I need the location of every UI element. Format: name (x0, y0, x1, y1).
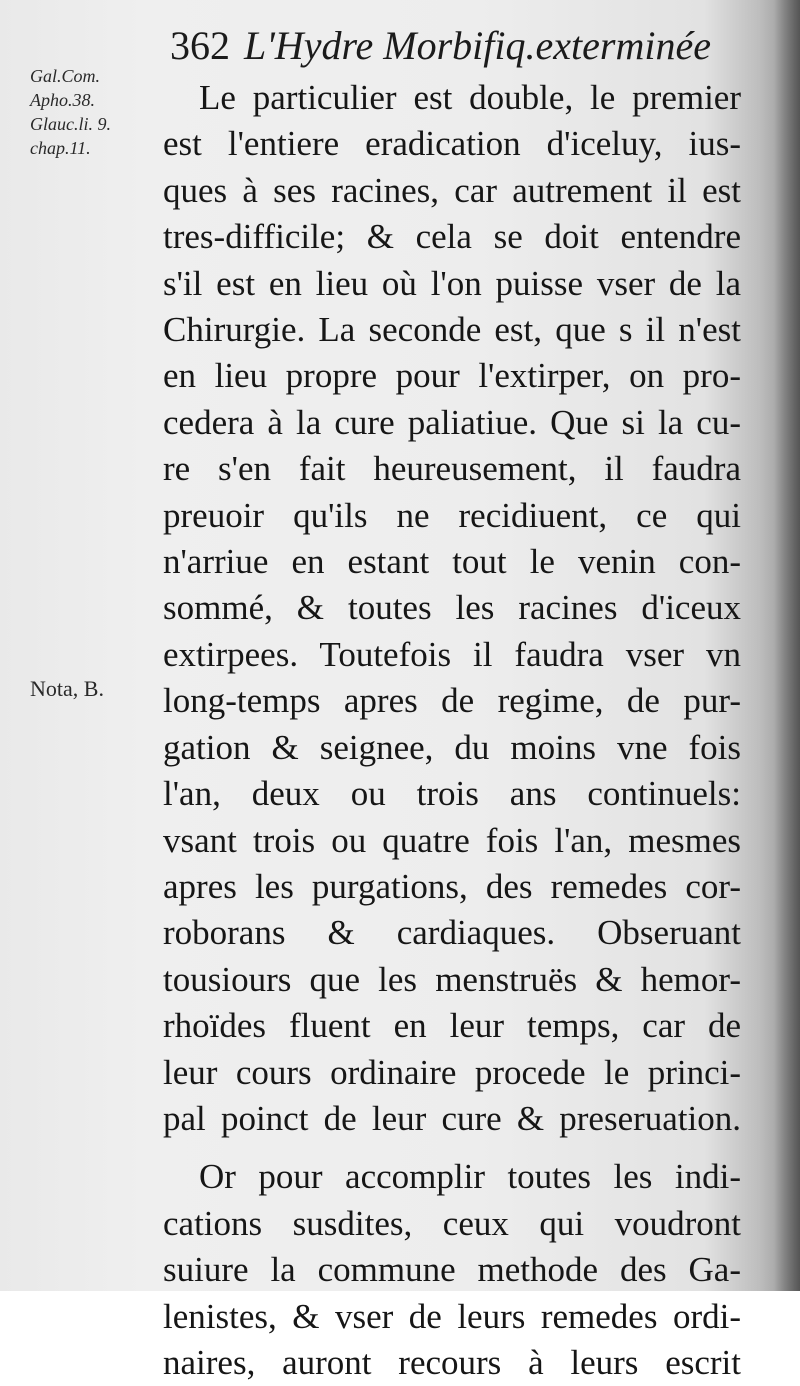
text-line: cations susdites, ceux qui voudront (163, 1203, 741, 1243)
text-line: vsant trois ou quatre fois l'an, mesmes (163, 820, 741, 860)
margin-note: Apho.38. (30, 90, 95, 110)
text-line: preuoir qu'ils ne recidiuent, ce qui (163, 495, 741, 535)
text-line: Le particulier est double, le premier (199, 78, 741, 117)
text-line: l'an, deux ou trois ans continuels: (163, 774, 741, 814)
margin-note-nota: Nota, B. (30, 676, 104, 701)
text-line: leur cours ordinaire procede le princi- (163, 1052, 741, 1092)
running-title: L'Hydre Morbifiq.exterminée (244, 23, 711, 68)
text-line: sommé, & toutes les racines d'iceux (163, 588, 741, 628)
text-line: cedera à la cure paliatiue. Que si la cu- (163, 402, 741, 442)
margin-note: chap.11. (30, 138, 91, 158)
text-line: tousiours que les menstruës & hemor- (163, 959, 741, 999)
text-line: Chirurgie. La seconde est, que s il n'est (163, 310, 741, 350)
text-line: suiure la commune methode des Ga- (163, 1250, 741, 1290)
text-line: long-temps apres de regime, de pur- (163, 681, 741, 721)
paragraph (163, 1154, 741, 1386)
text-line: en lieu propre pour l'extirper, on pro- (163, 356, 741, 396)
text-line: extirpees. Toutefois il faudra vser vn (163, 634, 741, 674)
text-line: n'arriue en estant tout le venin con- (163, 542, 741, 582)
page-number: 362 (170, 23, 230, 68)
margin-notes (30, 64, 160, 160)
paragraph (163, 75, 741, 1142)
text-line: Or pour accomplir toutes les indi- (199, 1157, 741, 1197)
margin-note: Gal.Com. (30, 66, 101, 86)
body-text (163, 75, 741, 1386)
text-line: ques à ses racines, car autrement il est (163, 170, 741, 210)
text-line: rhoïdes fluent en leur temps, car de (163, 1006, 741, 1046)
text-line: est l'entiere eradication d'iceluy, ius- (163, 124, 741, 164)
text-line: apres les purgations, des remedes cor- (163, 866, 741, 906)
text-line: naires, auront recours à leurs escrit (163, 1342, 741, 1382)
text-line: roborans & cardiaques. Obseruant (163, 913, 741, 953)
text-line: tres-difficile; & cela se doit entendre (163, 217, 741, 257)
running-header (170, 22, 750, 72)
margin-note: Glauc.li. 9. (30, 114, 111, 134)
text-line: lenistes, & vser de leurs remedes ordi- (163, 1296, 741, 1336)
text-line: gation & seignee, du moins vne fois (163, 727, 741, 767)
text-line: s'il est en lieu où l'on puisse vser de la (163, 263, 741, 303)
text-line: re s'en fait heureusement, il faudra (163, 449, 741, 489)
text-line: pal poinct de leur cure & preseruation. (163, 1098, 741, 1138)
